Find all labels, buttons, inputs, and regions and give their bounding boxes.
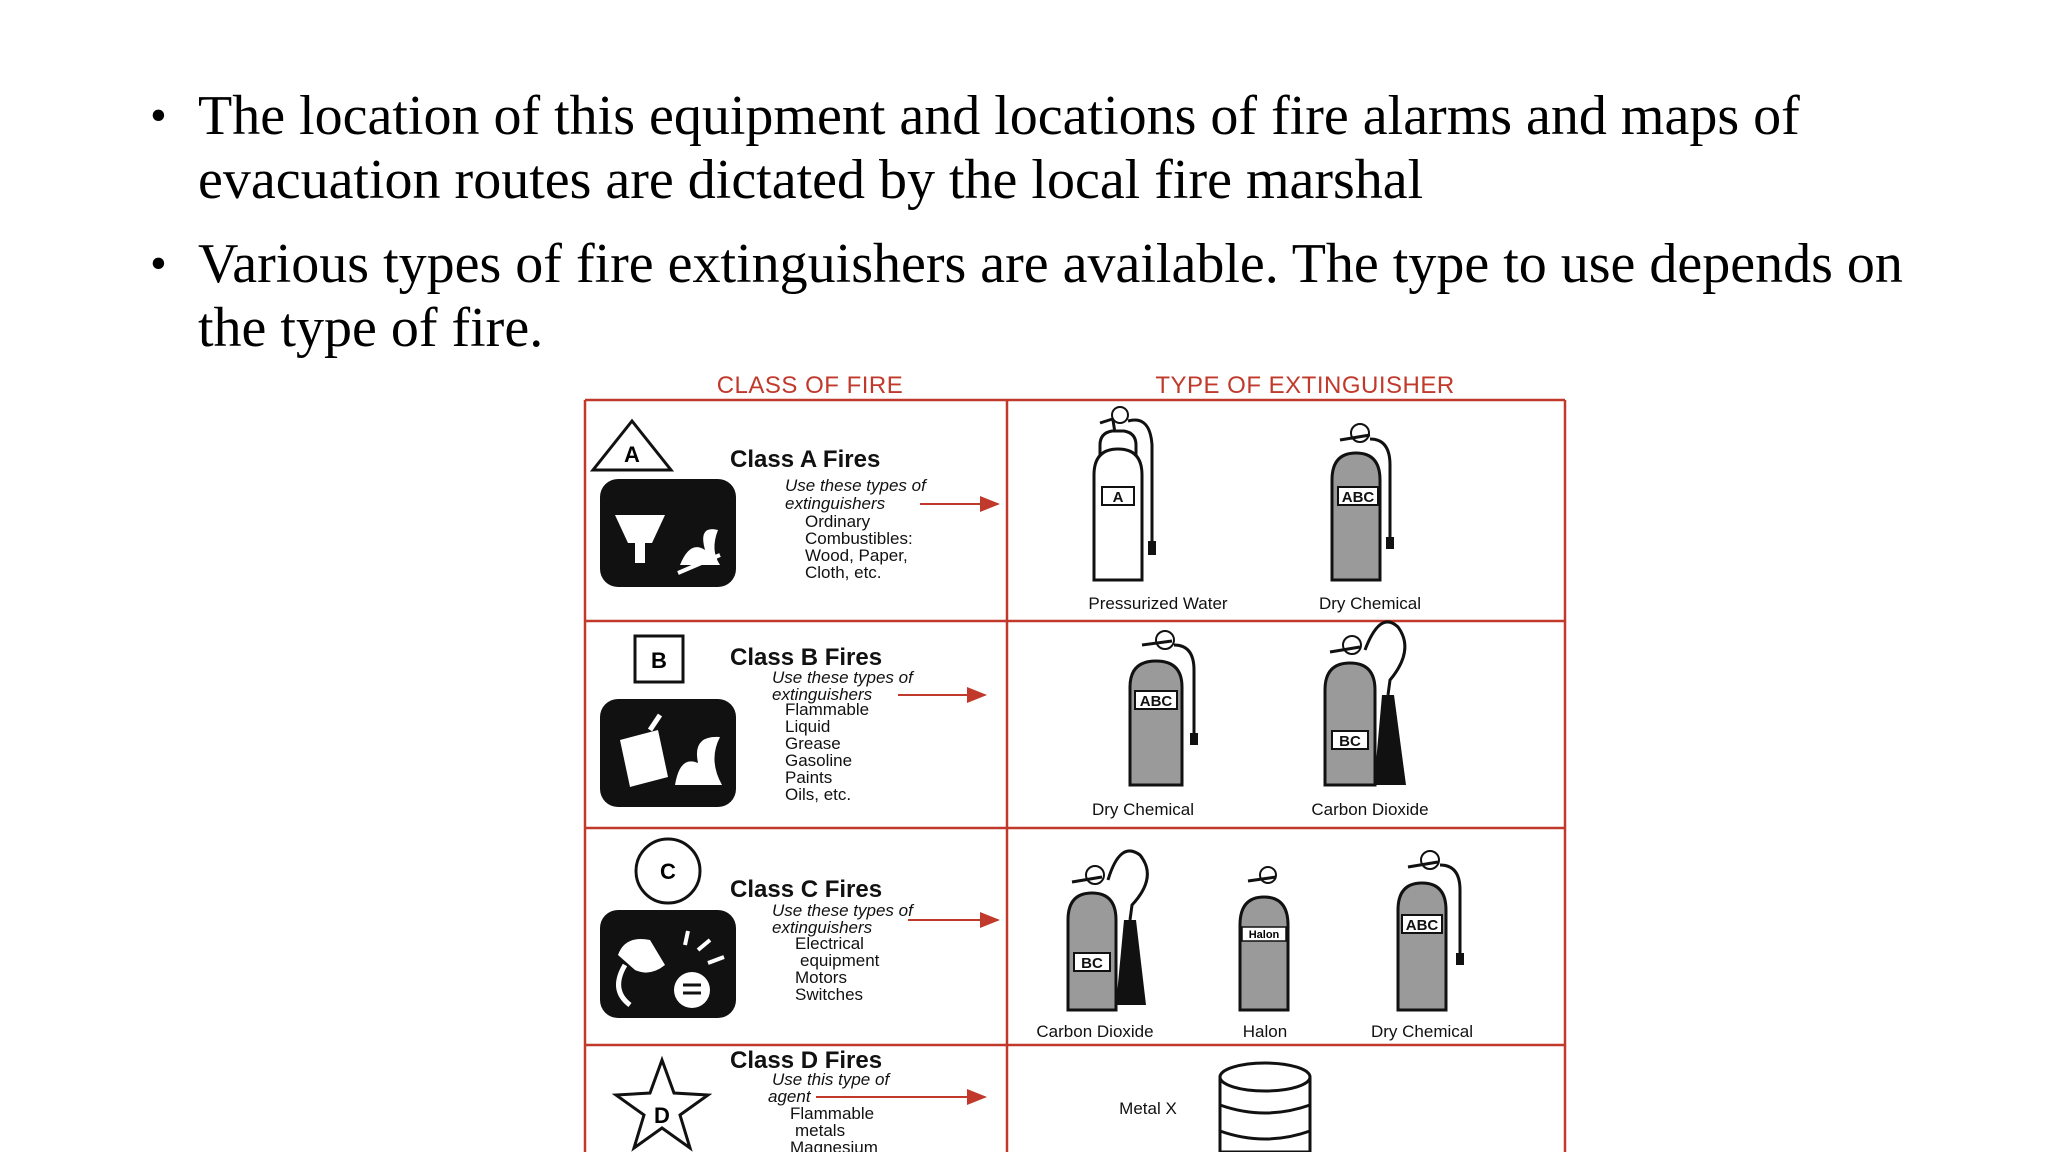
class-d-symbol: [616, 1060, 708, 1148]
gas-can-fire-icon: [600, 699, 736, 807]
class-c-row: [600, 839, 1473, 1041]
bullet-text: Various types of fire extinguishers are available. The type to use depends on the type of fire.: [198, 233, 1903, 359]
extinguisher-name: Halon: [1242, 1022, 1288, 1041]
extinguisher-label: Halon: [1248, 929, 1280, 941]
class-b-material: Gasoline: [785, 751, 853, 770]
svg-text:A: A: [624, 442, 640, 467]
extinguisher-label: ABC: [1139, 693, 1173, 710]
trash-can-fire-icon: [600, 479, 736, 587]
bullet-list: [150, 84, 1950, 380]
class-d-use-line2: agent: [768, 1087, 811, 1106]
extinguisher-label: ABC: [1405, 917, 1439, 934]
bullet-item-extinguisher-types: [150, 232, 1950, 360]
class-c-use-line1: Use these types of: [772, 901, 913, 920]
class-a-material: Ordinary: [805, 512, 871, 531]
svg-text:B: B: [651, 648, 667, 673]
class-c-symbol: [636, 839, 700, 903]
class-a-use-line2: extinguishers: [785, 494, 886, 513]
class-a-material: Combustibles:: [805, 529, 913, 548]
class-b-use-line1: Use these types of: [772, 668, 913, 687]
svg-text:C: C: [660, 859, 676, 884]
class-b-material: Liquid: [785, 717, 831, 736]
class-c-title: Class C Fires: [730, 876, 883, 903]
plug-fire-icon: [600, 910, 736, 1018]
class-c-material: equipment: [800, 951, 880, 970]
class-a-material: Wood, Paper,: [805, 546, 908, 565]
class-d-use-line1: Use this type of: [772, 1070, 890, 1089]
class-b-material: Oils, etc.: [785, 785, 852, 804]
class-b-material: Grease: [785, 734, 841, 753]
bullet-glyph: •: [150, 237, 167, 290]
header-type-of-extinguisher: TYPE OF EXTINGUISHER: [1155, 372, 1455, 399]
dry-chemical-extinguisher-icon: [1332, 424, 1394, 580]
class-b-row: [600, 622, 1429, 819]
extinguisher-label: A: [1112, 489, 1124, 506]
carbon-dioxide-extinguisher-icon: [1325, 622, 1406, 785]
extinguisher-name: Carbon Dioxide: [1311, 800, 1429, 819]
class-b-material: Paints: [785, 768, 833, 787]
class-c-material: Motors: [795, 968, 847, 987]
extinguisher-name: Carbon Dioxide: [1036, 1022, 1154, 1041]
extinguisher-name: Dry Chemical: [1370, 1022, 1474, 1041]
metal-x-drum-icon: [1220, 1063, 1310, 1152]
class-b-material: Flammable: [785, 700, 870, 719]
extinguisher-label: BC: [1081, 955, 1103, 972]
header-class-of-fire: CLASS OF FIRE: [716, 372, 904, 399]
class-d-material: metals: [795, 1121, 846, 1140]
extinguisher-name: Dry Chemical: [1318, 594, 1422, 613]
class-d-material: Magnesium: [790, 1138, 878, 1152]
bullet-glyph: •: [150, 89, 167, 142]
fire-extinguisher-chart: [580, 365, 1600, 1157]
extinguisher-label: BC: [1339, 733, 1361, 750]
dry-chemical-extinguisher-icon: [1398, 851, 1464, 1010]
class-d-material: Flammable: [790, 1104, 875, 1123]
dry-chemical-extinguisher-icon: [1130, 631, 1198, 785]
class-a-material: Cloth, etc.: [805, 563, 882, 582]
extinguisher-name: Dry Chemical: [1091, 800, 1195, 819]
class-d-title: Class D Fires: [730, 1047, 883, 1074]
extinguisher-name: Pressurized Water: [1088, 594, 1228, 613]
class-b-symbol: [635, 636, 683, 682]
class-d-row: [616, 1047, 1310, 1152]
class-c-material: Switches: [795, 985, 864, 1004]
bullet-text: The location of this equipment and locations of fire alarms and maps of evacuation routes are dictated by the local fire marshal: [198, 85, 1800, 211]
bullet-item-location: [150, 84, 1950, 212]
halon-extinguisher-icon: [1240, 867, 1288, 1010]
svg-text:D: D: [654, 1103, 670, 1128]
class-c-material: Electrical: [795, 934, 864, 953]
class-b-use-line2: extinguishers: [772, 685, 873, 704]
carbon-dioxide-extinguisher-icon: [1068, 851, 1147, 1010]
extinguisher-name: Metal X: [1119, 1099, 1177, 1118]
fire-extinguisher-chart-svg: [580, 365, 1600, 1152]
extinguisher-label: ABC: [1341, 489, 1375, 506]
class-c-use-line2: extinguishers: [772, 918, 873, 937]
class-a-use-line1: Use these types of: [785, 476, 926, 495]
class-a-title: Class A Fires: [730, 446, 881, 473]
pressurized-water-extinguisher-icon: [1094, 407, 1156, 580]
class-a-symbol: [593, 421, 671, 470]
class-b-title: Class B Fires: [730, 644, 883, 671]
